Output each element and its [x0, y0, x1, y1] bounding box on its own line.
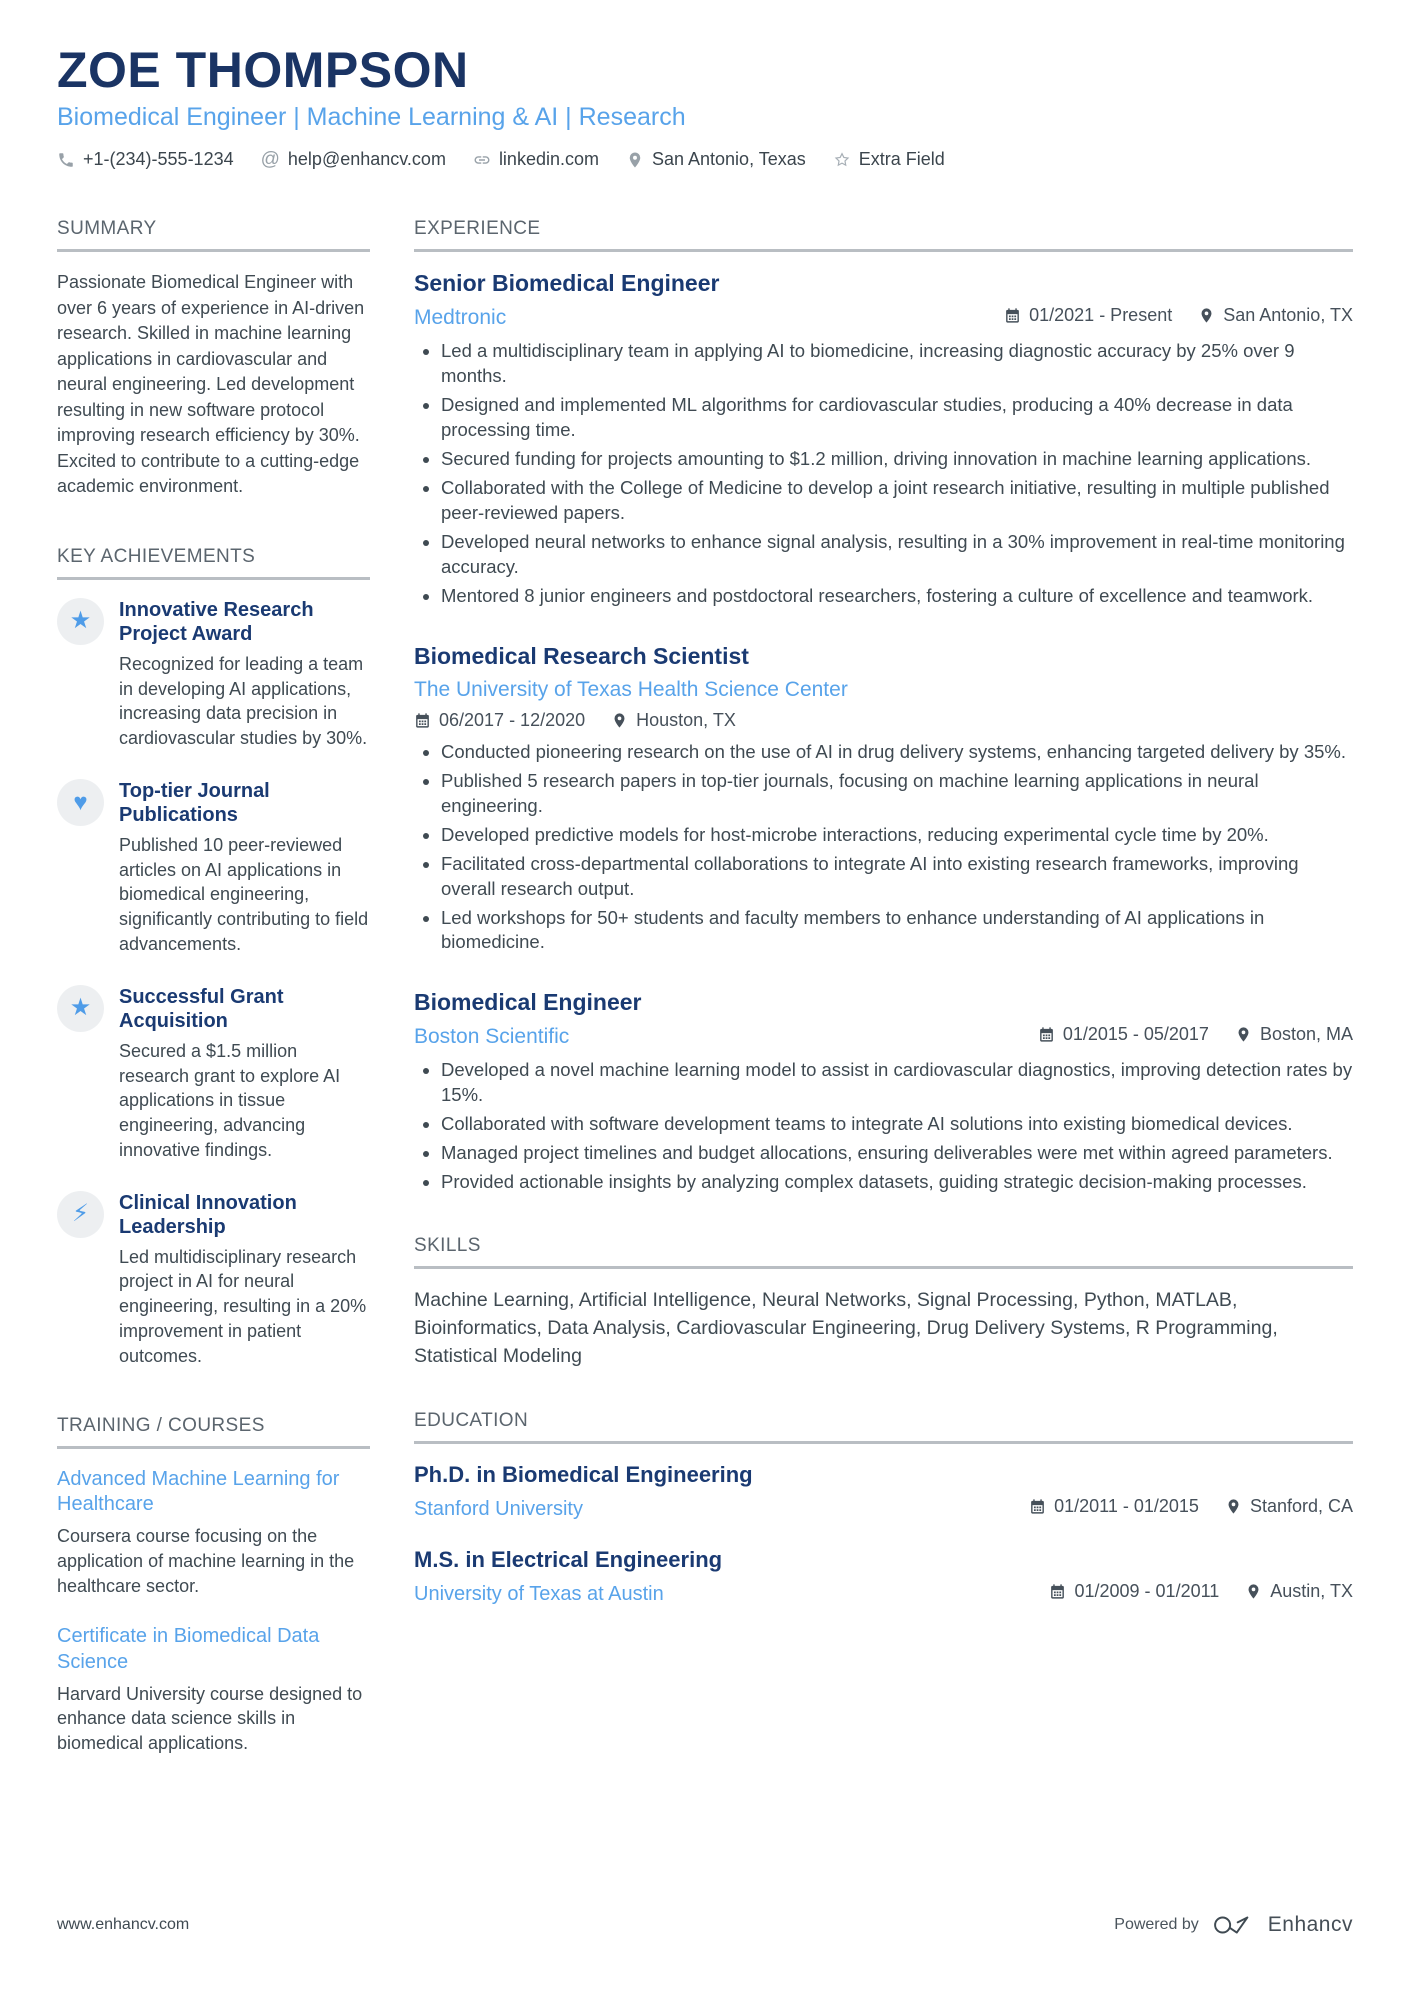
job-meta-group — [1004, 305, 1353, 326]
enhancv-brand[interactable] — [1212, 1913, 1353, 1937]
course-title: Advanced Machine Learning for Healthcare — [57, 1467, 340, 1516]
star-glyph: ★ — [69, 994, 92, 1022]
job-company: Boston Scientific — [414, 1025, 570, 1049]
education-meta-group — [1029, 1496, 1353, 1517]
experience-bullet: • Secured funding for projects amounting to $1.2 million, driving innovation in machine learning applications. — [441, 447, 1353, 472]
job-company: The University of Texas Health Science Center — [414, 677, 848, 701]
degree-title: M.S. in Electrical Engineering — [414, 1547, 723, 1573]
job-company: Medtronic — [414, 306, 507, 329]
resume-header — [57, 44, 1353, 170]
summary-section — [57, 218, 370, 500]
location-pin-icon — [1198, 307, 1215, 324]
candidate-headline: Biomedical Engineer | Machine Learning & AI | Research — [57, 103, 686, 131]
achievement-item — [57, 779, 370, 957]
heart-glyph: ♥ — [73, 788, 88, 816]
calendar-icon — [414, 712, 431, 729]
job-dates — [414, 710, 585, 731]
education-meta-group — [1049, 1581, 1353, 1602]
job-bullet-list — [414, 740, 1353, 956]
education-dates-text: 01/2009 - 01/2011 — [1074, 1581, 1220, 1602]
achievement-title: Clinical Innovation Leadership — [119, 1191, 297, 1239]
job-title: Senior Biomedical Engineer — [414, 270, 720, 296]
job-location-text: Houston, TX — [636, 709, 736, 730]
location-pin-icon — [1245, 1583, 1262, 1600]
education-location — [1245, 1581, 1353, 1602]
powered-by — [1114, 1913, 1353, 1937]
experience-bullet: • Led a multidisciplinary team in applying AI to biomedicine, increasing diagnostic accuracy by 25% over 9 months. — [441, 339, 1353, 389]
contact-link[interactable] — [473, 149, 599, 170]
candidate-name: ZOE THOMPSON — [57, 42, 469, 98]
job-location — [611, 710, 736, 731]
achievement-item — [57, 985, 370, 1163]
achievements-heading: KEY ACHIEVEMENTS — [57, 546, 370, 580]
phone-icon — [57, 151, 75, 169]
calendar-icon — [1029, 1498, 1046, 1515]
job-dates-text: 01/2015 - 05/2017 — [1062, 1024, 1209, 1045]
education-location-text: Stanford, CA — [1249, 1496, 1353, 1517]
skills-text: Machine Learning, Artificial Intelligence, Neural Networks, Signal Processing, Python, MATLAB, Bioinformatics, Data Analysis, Cardiovascular Engineering, Drug Delivery Systems, R Programming, Statistical Modeling — [414, 1289, 1278, 1367]
achievement-body — [119, 1191, 370, 1369]
page-footer — [57, 1913, 1353, 1937]
experience-bullet: • Conducted pioneering research on the use of AI in drug delivery systems, enhancing targeted delivery by 35%. — [441, 740, 1353, 765]
location-pin-icon — [1225, 1498, 1242, 1515]
achievement-body — [119, 598, 370, 751]
heart-icon — [57, 779, 104, 826]
job-meta-row — [414, 1024, 1353, 1049]
education-entry — [414, 1547, 1353, 1606]
right-column — [414, 218, 1353, 1782]
enhancv-logo-icon — [1212, 1913, 1258, 1937]
star-glyph: ★ — [69, 607, 92, 635]
contact-phone-text: +1-(234)-555-1234 — [83, 149, 234, 169]
achievement-item — [57, 598, 370, 751]
job-title: Biomedical Engineer — [414, 989, 642, 1016]
skills-heading: SKILLS — [414, 1235, 1353, 1269]
location-icon — [626, 151, 644, 169]
contact-extra-field-text: Extra Field — [858, 149, 945, 169]
job-dates-text: 06/2017 - 12/2020 — [439, 709, 586, 730]
achievement-text: Secured a $1.5 million research grant to explore AI applications in tissue engineering, advancing innovative findings. — [119, 1040, 341, 1161]
job-location-text: San Antonio, TX — [1223, 305, 1353, 325]
job-entry — [414, 989, 1353, 1195]
job-title: Biomedical Research Scientist — [414, 642, 749, 669]
experience-bullet: • Designed and implemented ML algorithms for cardiovascular studies, producing a 40% decrease in data processing time. — [441, 393, 1353, 443]
education-dates — [1049, 1581, 1219, 1602]
bolt-icon — [57, 1191, 104, 1238]
course-title: Certificate in Biomedical Data Science — [57, 1625, 320, 1674]
course-text: Harvard University course designed to enhance data science skills in biomedical applications. — [57, 1683, 363, 1754]
contact-location[interactable] — [626, 149, 806, 170]
training-section — [57, 1415, 370, 1756]
experience-bullet: • Developed neural networks to enhance signal analysis, resulting in a 30% improvement in real-time monitoring accuracy. — [441, 530, 1353, 580]
calendar-icon — [1004, 307, 1021, 324]
link-icon — [473, 151, 491, 169]
skills-section — [414, 1235, 1353, 1370]
experience-bullet: • Developed a novel machine learning model to assist in cardiovascular diagnostics, improving detection rates by 15%. — [441, 1058, 1353, 1108]
job-location — [1235, 1024, 1353, 1045]
achievement-body — [119, 985, 370, 1163]
experience-bullet: • Developed predictive models for host-microbe interactions, reducing experimental cycle time by 20%. — [441, 823, 1353, 848]
education-heading: EDUCATION — [414, 1410, 1353, 1444]
experience-bullet: • Mentored 8 junior engineers and postdoctoral researchers, fostering a culture of excellence and teamwork. — [441, 584, 1353, 609]
job-bullet-list — [414, 1058, 1353, 1195]
at-icon: @ — [260, 149, 280, 170]
education-dates — [1029, 1496, 1199, 1517]
job-bullet-list — [414, 339, 1353, 609]
achievement-text: Recognized for leading a team in developing AI applications, increasing data precision in cardiovascular studies by 30%. — [119, 653, 368, 749]
star-outline-icon — [833, 151, 851, 169]
powered-by-label: Powered by — [1114, 1916, 1199, 1933]
job-meta-row — [414, 305, 1353, 330]
contact-extra-field[interactable] — [833, 149, 945, 170]
education-meta-row — [414, 1496, 1353, 1521]
course-item — [57, 1467, 370, 1599]
course-text: Coursera course focusing on the application of machine learning in the healthcare sector. — [57, 1525, 355, 1596]
achievement-text: Published 10 peer-reviewed articles on AI applications in biomedical engineering, significantly contributing to field advancements. — [119, 834, 369, 955]
achievement-body — [119, 779, 370, 957]
contact-location-text: San Antonio, Texas — [651, 149, 806, 169]
contact-row — [57, 149, 1353, 170]
experience-bullet: • Published 5 research papers in top-tier journals, focusing on machine learning applications in neural engineering. — [441, 769, 1353, 819]
achievement-text: Led multidisciplinary research project in AI for neural engineering, resulting in a 20% improvement in patient outcomes. — [119, 1246, 367, 1366]
bolt-glyph: ⚡ — [72, 1200, 89, 1228]
contact-phone[interactable] — [57, 149, 234, 170]
job-meta-group — [1038, 1024, 1353, 1045]
experience-bullet: • Facilitated cross-departmental collaborations to integrate AI into existing research frameworks, improving overall research output. — [441, 852, 1353, 902]
experience-bullet: • Provided actionable insights by analyzing complex datasets, guiding strategic decision-making processes. — [441, 1170, 1353, 1195]
footer-website-link[interactable]: www.enhancv.com — [57, 1916, 190, 1933]
education-entry — [414, 1462, 1353, 1521]
summary-heading: SUMMARY — [57, 218, 370, 252]
calendar-icon — [1049, 1583, 1066, 1600]
job-entry — [414, 643, 1353, 956]
job-meta-group — [414, 710, 1353, 731]
left-column — [57, 218, 370, 1782]
education-location — [1225, 1496, 1353, 1517]
location-pin-icon — [1235, 1026, 1252, 1043]
achievement-item — [57, 1191, 370, 1369]
calendar-icon — [1038, 1026, 1055, 1043]
job-entry — [414, 270, 1353, 609]
education-location-text: Austin, TX — [1270, 1581, 1353, 1602]
enhancv-brand-name: Enhancv — [1267, 1913, 1353, 1936]
education-section — [414, 1410, 1353, 1606]
education-meta-row — [414, 1581, 1353, 1606]
experience-bullet: • Managed project timelines and budget allocations, ensuring deliverables were met within agreed parameters. — [441, 1141, 1353, 1166]
achievements-section — [57, 546, 370, 1369]
training-heading: TRAINING / COURSES — [57, 1415, 370, 1449]
contact-email[interactable] — [261, 149, 446, 170]
experience-bullet: • Collaborated with the College of Medicine to develop a joint research initiative, resulting in multiple published peer-reviewed papers. — [441, 476, 1353, 526]
course-item — [57, 1624, 370, 1756]
achievement-title: Top-tier Journal Publications — [119, 780, 270, 827]
job-dates-text: 01/2021 - Present — [1029, 305, 1173, 325]
degree-title: Ph.D. in Biomedical Engineering — [414, 1462, 753, 1488]
achievement-title: Innovative Research Project Award — [119, 598, 314, 646]
contact-link-text: linkedin.com — [498, 149, 599, 169]
star-icon — [57, 985, 104, 1032]
job-dates — [1004, 305, 1172, 326]
job-meta-row — [414, 678, 1353, 702]
education-dates-text: 01/2011 - 01/2015 — [1054, 1496, 1199, 1517]
school-name: University of Texas at Austin — [414, 1583, 664, 1606]
summary-text: Passionate Biomedical Engineer with over 6 years of experience in AI-driven research. Skilled in machine learning applications in cardiovascular and neural engineering. Led development resulting in new software protocol improving research efficiency by 30%. Excited to contribute to a cutting-edge academic environment. — [57, 272, 365, 497]
job-location — [1198, 305, 1353, 326]
experience-bullet: • Collaborated with software development teams to integrate AI solutions into existing biomedical devices. — [441, 1112, 1353, 1137]
experience-heading: EXPERIENCE — [414, 218, 1353, 252]
job-location-text: Boston, MA — [1259, 1024, 1353, 1045]
experience-bullet: • Led workshops for 50+ students and faculty members to enhance understanding of AI applications in biomedicine. — [441, 906, 1353, 956]
experience-section — [414, 218, 1353, 1195]
resume-body — [57, 218, 1353, 1782]
job-dates — [1038, 1024, 1209, 1045]
achievement-title: Successful Grant Acquisition — [119, 985, 284, 1033]
school-name: Stanford University — [414, 1498, 583, 1521]
location-pin-icon — [611, 712, 628, 729]
star-icon — [57, 598, 104, 645]
contact-email-text: help@enhancv.com — [287, 149, 446, 169]
